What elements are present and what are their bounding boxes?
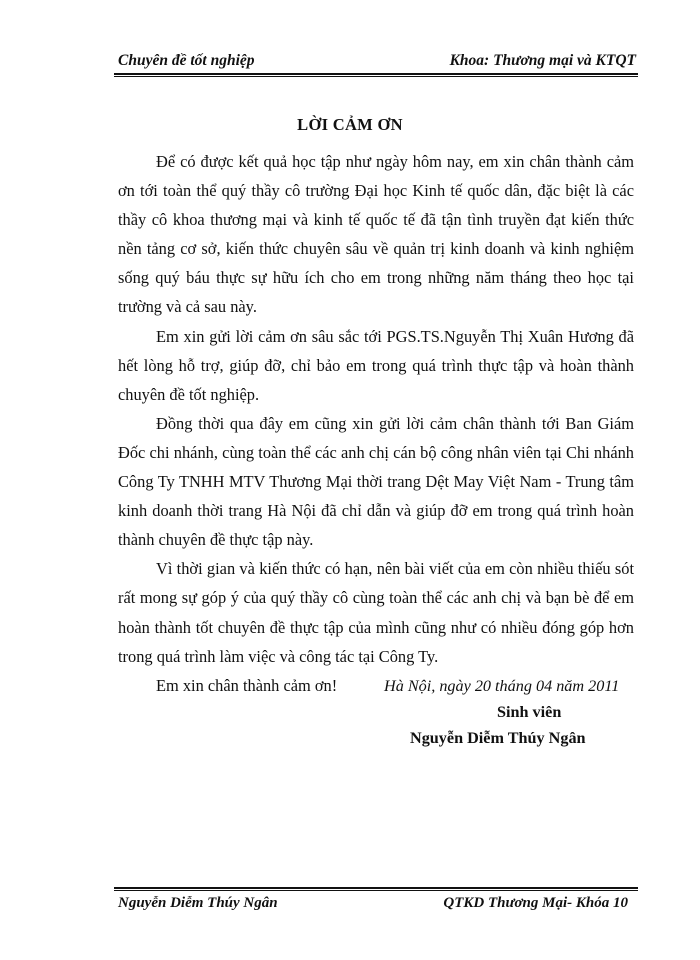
footer-author: Nguyễn Diễm Thúy Ngân bbox=[118, 895, 278, 911]
header-rule bbox=[114, 73, 638, 77]
paragraph-4: Vì thời gian và kiến thức có hạn, nên bài viết của em còn nhiều thiếu sót rất mong sự góp ý của quý thầy cô cùng toàn thể các anh chị và bạn bè để em hoàn thành tốt chuyên đề thực tập của mình cũng như có nhiều đóng góp hơn trong quá trình làm việc và công tác tại Công Ty. bbox=[118, 559, 634, 666]
signature-name: Nguyễn Diễm Thúy Ngân bbox=[410, 729, 586, 747]
paragraph-2: Em xin gửi lời cảm ơn sâu sắc tới PGS.TS.Nguyễn Thị Xuân Hương đã hết lòng hỗ trợ, giúp đỡ, chỉ bảo em trong quá trình thực tập và hoàn thành chuyên đề tốt nghiệp. bbox=[118, 326, 634, 404]
paragraph-1: Để có được kết quả học tập như ngày hôm nay, em xin chân thành cảm ơn tới toàn thể quý thầy cô trường Đại học Kinh tế quốc dân, đặc biệt là các thầy cô khoa thương mại và kinh tế quốc tế đã tận tình truyền đạt kiến thức nền tảng cơ sở, kiến thức chuyên sâu về quản trị kinh doanh và kinh nghiệm sống quý báu thực sự hữu ích cho em trong những năm tháng theo học tại trường và cả sau này. bbox=[118, 152, 634, 317]
page-header bbox=[114, 51, 638, 73]
page-footer bbox=[114, 892, 638, 914]
page-title: LỜI CẢM ƠN bbox=[297, 115, 403, 134]
paragraph-5: Em xin chân thành cảm ơn! bbox=[156, 675, 338, 695]
footer-rule bbox=[114, 887, 638, 891]
acknowledgement-body bbox=[118, 147, 634, 700]
signature-date: Hà Nội, ngày 20 tháng 04 năm 2011 bbox=[384, 677, 620, 695]
header-faculty-label: Khoa: Thương mại và KTQT bbox=[449, 52, 636, 69]
paragraph-3: Đồng thời qua đây em cũng xin gửi lời cảm chân thành tới Ban Giám Đốc chi nhánh, cùng toàn thể các anh chị cán bộ công nhân viên tại Chi nhánh Công Ty TNHH MTV Thương Mại thời trang Dệt May Việt Nam - Trung tâm kinh doanh thời trang Hà Nội đã chỉ dẫn và giúp đỡ em trong quá trình hoàn thành chuyên đề thực tập này. bbox=[118, 413, 634, 550]
header-course-label: Chuyên đề tốt nghiệp bbox=[118, 52, 255, 69]
footer-class: QTKD Thương Mại- Khóa 10 bbox=[443, 895, 628, 911]
signature-role: Sinh viên bbox=[497, 703, 562, 721]
